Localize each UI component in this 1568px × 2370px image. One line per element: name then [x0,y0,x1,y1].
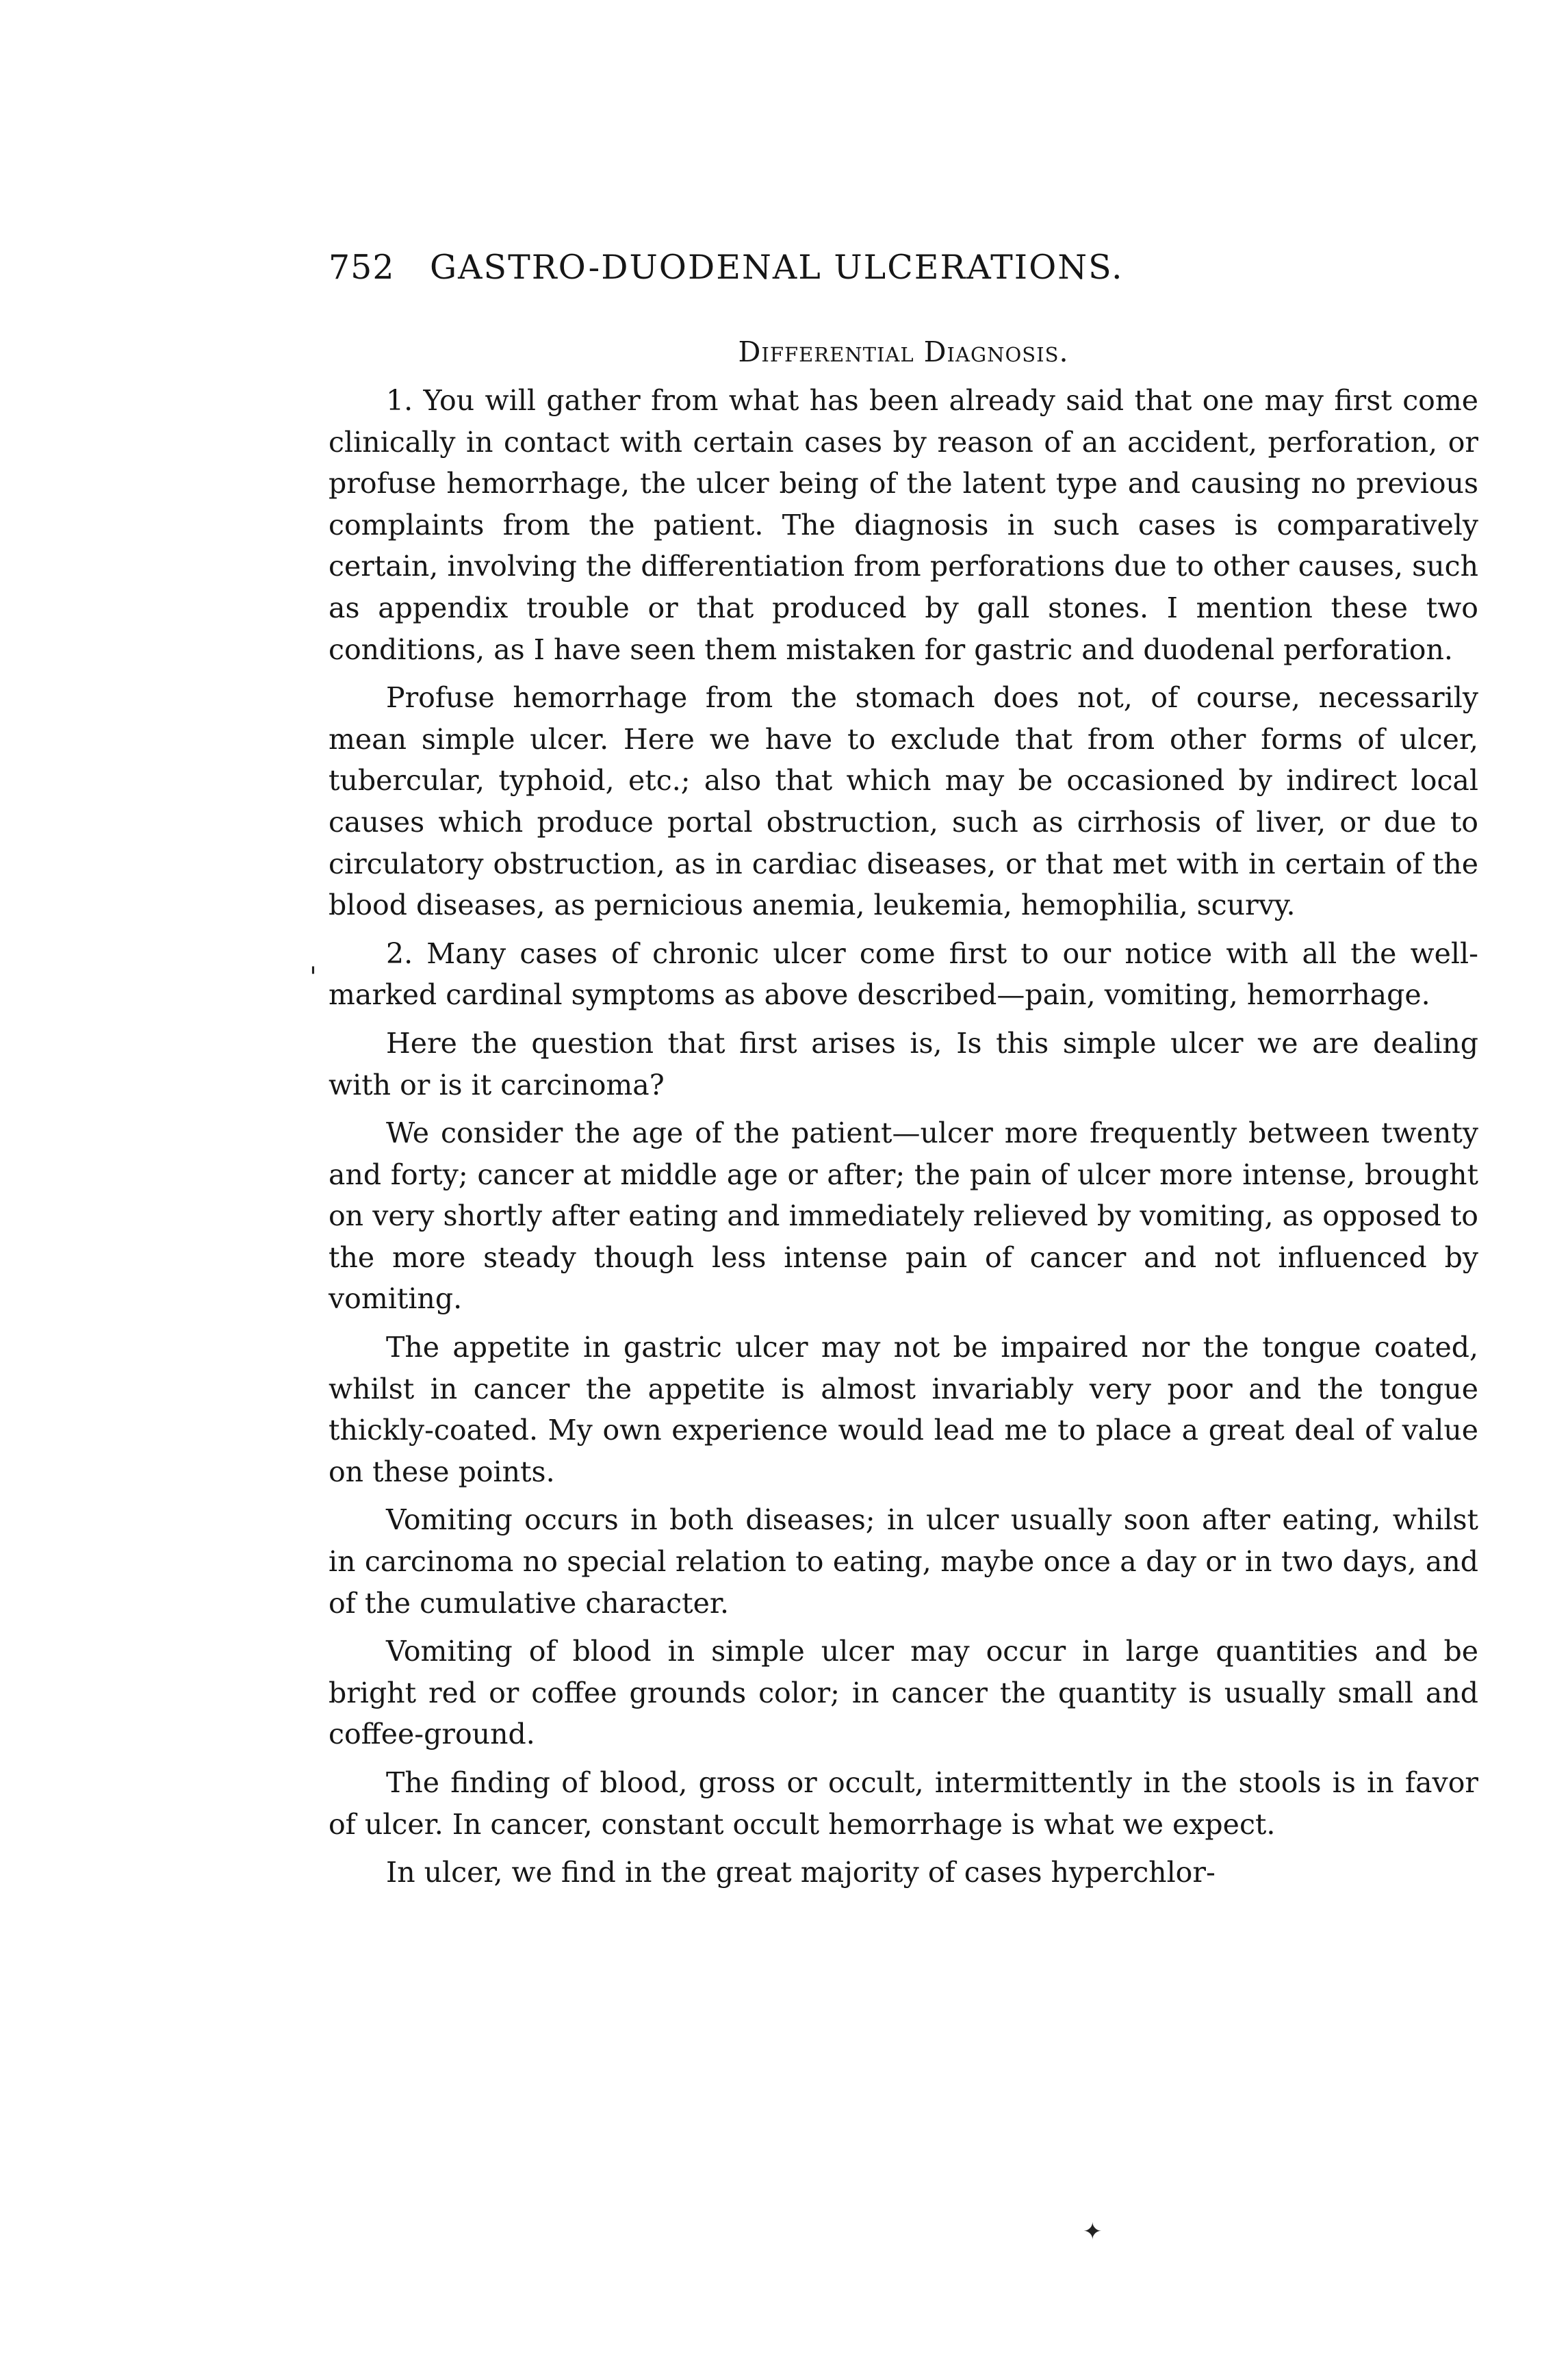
page-number: 752 [329,248,395,287]
running-title: GASTRO-DUODENAL ULCERATIONS. [430,248,1124,287]
paragraph: The appetite in gastric ulcer may not be impaired nor the tongue coated, whilst in cancer the appetite is almost invariably very poor and the tongue thickly-coated. My own experience would lead me to place a great deal of value on these points. [329,1331,1478,1488]
paragraph: The finding of blood, gross or occult, intermittently in the stools is in favor of ulcer. In cancer, constant occult hemorrhage is what we expect. [329,1766,1478,1841]
paragraph: Vomiting of blood in simple ulcer may occur in large quantities and be bright red or coffee grounds color; in cancer the quantity is usually small and coffee-ground. [329,1635,1478,1751]
paragraph: Here the question that first arises is, Is this simple ulcer we are dealing with or is it carcinoma? [329,1026,1478,1101]
paragraph: Vomiting occurs in both diseases; in ulcer usually soon after eating, whilst in carcinoma no special relation to eating, maybe once a day or in two days, and of the cumulative character. [329,1503,1478,1620]
page-header [329,248,1355,296]
paragraph: 2. Many cases of chronic ulcer come first to our notice with all the well-marked cardinal symptoms as above described—pain, vomiting, hemorrhage. [329,936,1478,1012]
paragraph: 1. You will gather from what has been already said that one may first come clinically in contact with certain cases by reason of an accident, perforation, or profuse hemorrhage, the ulcer being of the latent type and causing no previous complaints from the patient. The diagnosis in such cases is comparatively certain, involving the differentiation from perforations due to other causes, such as appendix trouble or that produced by gall stones. I mention these two conditions, as I have seen them mistaken for gastric and duodenal perforation. [329,384,1478,666]
bottom-ornament-mark: ✦ [1083,2218,1103,2245]
body-text [329,380,1478,1900]
paragraph: Profuse hemorrhage from the stomach does not, of course, necessarily mean simple ulcer. Here we have to exclude that from other forms of ulcer, tubercular, typhoid, etc.; also that which may be occasioned by indirect local causes which produce portal obstruction, such as cirrhosis of liver, or due to circulatory obstruction, as in cardiac diseases, or that met with in certain of the blood diseases, as pernicious anemia, leukemia, hemophilia, scurvy. [329,681,1478,922]
margin-dot-mark: ' [309,962,317,993]
paragraph: In ulcer, we find in the great majority of cases hyperchlor- [386,1856,1216,1889]
paragraph: We consider the age of the patient—ulcer more frequently between twenty and forty; cancer at middle age or after; the pain of ulcer more intense, brought on very shortly after eating and immediately relieved by vomiting, as opposed to the more steady though less intense pain of cancer and not influenced by vomiting. [329,1117,1478,1316]
section-title: Differential Diagnosis. [738,335,1069,368]
